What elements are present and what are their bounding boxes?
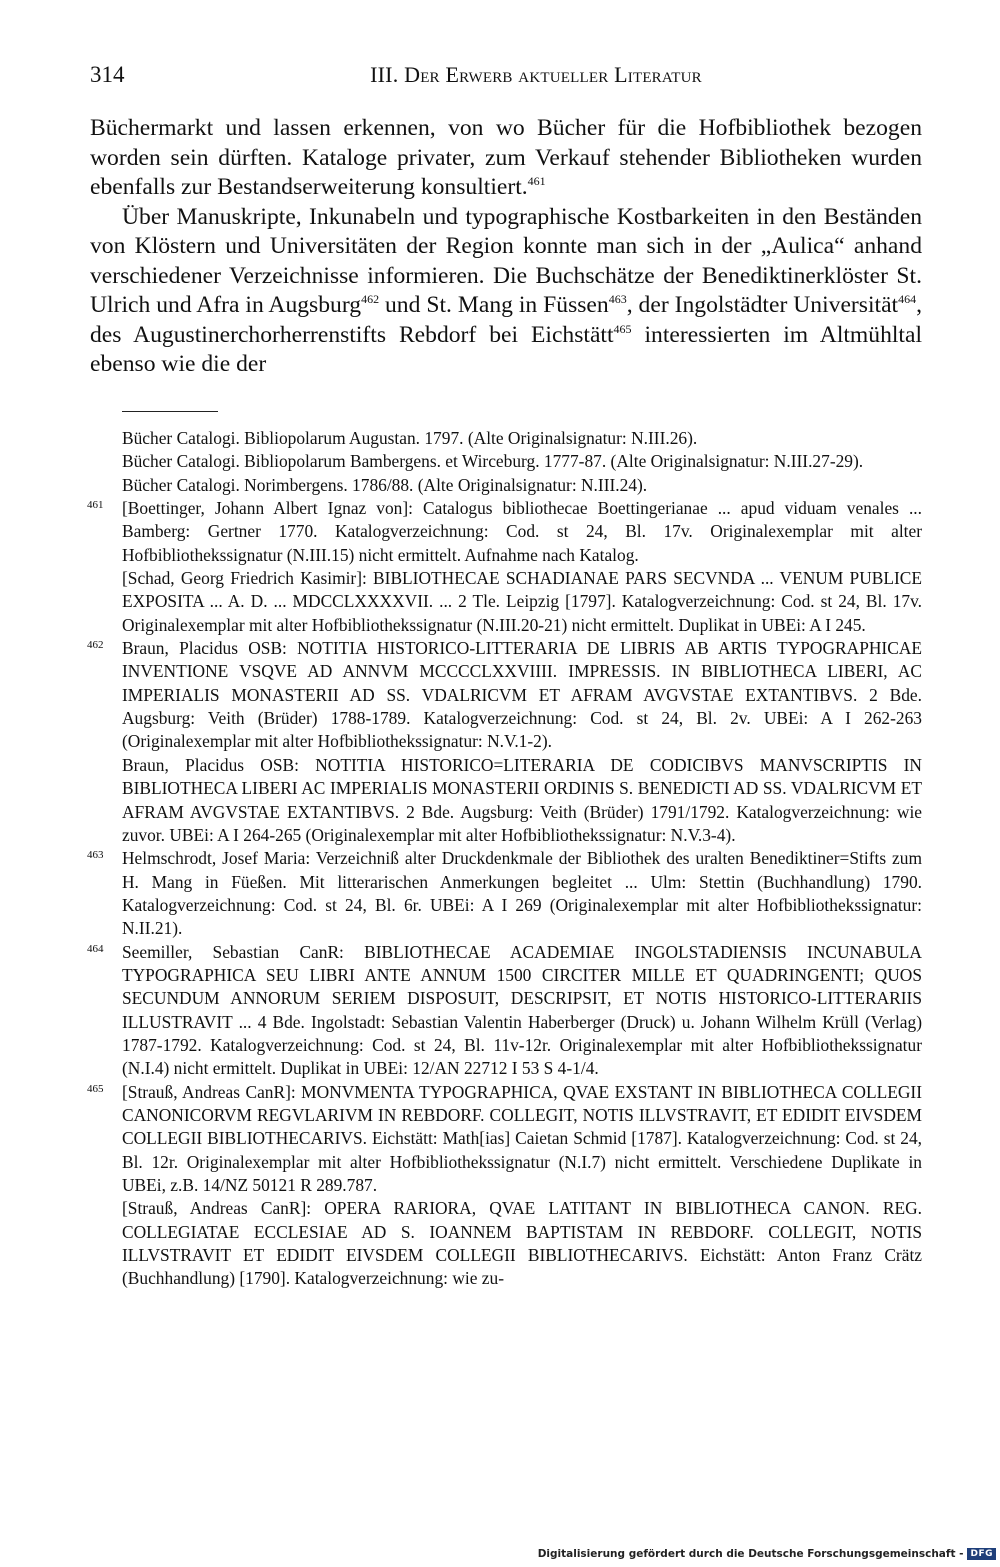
page-header [90,62,922,92]
footnote-number: 463 [87,849,104,862]
footnote-ref-463[interactable]: 463 [608,292,627,306]
footnote-number: 465 [87,1082,104,1095]
footnote-ref-465[interactable]: 465 [613,321,632,336]
footnote-462 [87,637,922,847]
footnote-number: 462 [87,639,104,652]
footnote-separator [122,411,218,412]
dfg-logo-icon: DFG [967,1548,996,1560]
footnote-461 [87,497,922,637]
footnote-number: 464 [87,942,104,955]
footnote-text: Helmschrodt, Josef Maria: Verzeichniß alter Druckdenkmale der Bibliothek des uralten Benediktiner=Stifts zum H. Mang in Füeßen. Mit litterarischen Anmerkungen begleitet ... Ulm: Stettin (Buchhandlung) 1790. Katalogverzeichnung: Cod. st 24, Bl. 6r. UBEi: A I 269 (Originalexemplar mit alter Hofbibliothekssignatur: N.II.21). [122,848,922,939]
footnote-text: Braun, Placidus OSB: NOTITIA HISTORICO=LITERARIA DE CODICIBVS MANVSCRIPTIS IN BIBLIOTHECA LIBERI AC IMPERIALIS MONASTERII ORDINIS S. BENEDICTI AD SS. VDALRICVM ET AFRAM AVGVSTAE EXTANTIBVS. 2 Bde. Augsburg: Veith (Brüder) 1791/1792. Katalogverzeichnung: wie zuvor. UBEi: A I 264-265 (Originalexemplar mit alter Hofbibliothekssignatur: N.V.3-4). [122,754,922,845]
footnote-text: [Strauß, Andreas CanR]: MONVMENTA TYPOGRAPHICA, QVAE EXSTANT IN BIBLIOTHECA COLLEGII CANONICORVM REGVLARIVM IN REBDORF. COLLEGIT, NOTIS ILLVSTRAVIT, ET EDIDIT EIVSDEM COLLEGII BIBLIOTHECARIVS. Eichstätt: Math[ias] Caietan Schmid [1787]. Katalogverzeichnung: Cod. st 24, Bl. 12r. Originalexemplar mit alter Hofbibliothekssignatur (N.I.7) nicht ermittelt. Verschiedene Duplikate in UBEi, z.B. 14/NZ 50121 R 289.787. [122,1081,922,1195]
footnote-465 [87,1081,922,1291]
footnote-ref-464[interactable]: 464 [898,292,917,306]
footnote-number: 461 [87,499,104,512]
footnote-continuation-line: Bücher Catalogi. Bibliopolarum Bambergens. et Wirceburg. 1777-87. (Alte Originalsignatur: N.III.27-29). [122,451,864,472]
footnote-text: Braun, Placidus OSB: NOTITIA HISTORICO-LITTERARIA DE LIBRIS AB ARTIS TYPOGRAPHICAE INVENTIONE VSQVE AD ANNVM MCCCCLXXVIIII. IMPRESSIS. IN BIBLIOTHECA LIBERI, AC IMPERIALIS MONASTERII AD SS. VDALRICVM ET AFRAM AVGVSTAE EXTANTIBVS. 2 Bde. Augsburg: Veith (Brüder) 1788-1789. Katalogverzeichnung: Cod. st 24, Bl. 2v. UBEi: A I 262-263 (Originalexemplar mit alter Hofbibliothekssignatur: N.V.1-2). [122,638,922,752]
paragraph-2: Über Manuskripte, Inkunabeln und typographische Kostbarkeiten in den Beständen von Klöstern und Universitäten der Region konnte man sich in der „Aulica“ anhand verschiedener Verzeichnisse informieren. Die Buchschätze der Benediktinerklöster St. Ulrich und Afra in Augsburg$^{462}$ und St. Mang in Füssen$^{463}$, der Ingolstädter Universität$^{464}$, des Augustinerchorherrenstifts Rebdorf bei Eichstätt$^{465}$ interessierten im Altmühltal ebenso wie die der [90,203,923,377]
footnote-ref-462[interactable]: 462 [361,292,380,306]
footnote-464 [87,941,922,1081]
footnote-text: [Strauß, Andreas CanR]: OPERA RARIORA, QVAE LATITANT IN BIBLIOTHECA CANON. REG. COLLEGIATAE ECCLESIAE AD S. IOANNEM BAPTISTAM IN REBDORF. COLLEGIT, NOTIS ILLVSTRAVIT ET EDIDIT EIVSDEM COLLEGII BIBLIOTHECARIVS. Eichstätt: Anton Franz Crätz (Buchhandlung) [1790]. Katalogverzeichnung: wie zu- [122,1198,922,1289]
page-number: 314 [90,62,125,87]
running-head: III. Der Erwerb aktueller Literatur [370,62,702,87]
footnote-continuation-line: Bücher Catalogi. Bibliopolarum Augustan. 1797. (Alte Originalsignatur: N.III.26). [122,428,698,448]
main-text [90,114,922,380]
footnote-continuation-line: Bücher Catalogi. Norimbergens. 1786/88. (Alte Originalsignatur: N.III.24). [122,474,648,495]
credit-text: Digitalisierung gefördert durch die Deutsche Forschungsgemeinschaft - [537,1548,964,1560]
footnote-text: Seemiller, Sebastian CanR: BIBLIOTHECAE ACADEMIAE INGOLSTADIENSIS INCUNABULA TYPOGRAPHICA SEU LIBRI ANTE ANNUM 1500 CIRCITER MILLE ET QUADRINGENTI; QUOS SECUNDUM ANNORUM SERIEM DISPOSUIT, DESCRIPSIT, ET NOTIS HISTORICO-LITTERARIIS ILLUSTRAVIT ... 4 Bde. Ingolstadt: Sebastian Valentin Haberberger (Druck) u. Johann Wilhelm Krüll (Verlag) 1787-1792. Katalogverzeichnung: Cod. st 24, Bl. 11v-12r. Originalexemplar mit alter Hofbibliothekssignatur (N.I.4) nicht ermittelt. Duplikat in UBEi: 12/AN 22712 I 53 S 4-1/4. [122,941,922,1079]
digitization-credit [538,1545,996,1563]
paragraph-1: Büchermarkt und lassen erkennen, von wo Bücher für die Hofbibliothek bezogen worden sein dürften. Kataloge privater, zum Verkauf stehender Bibliotheken wurden ebenfalls zur Bestandserweiterung konsultiert.$^{461}$ [90,115,922,200]
footnote-text: [Boettinger, Johann Albert Ignaz von]: Catalogus bibliothecae Boettingerianae ... apud viduam venales ... Bamberg: Gertner 1770. Katalogverzeichnung: Cod. st 24, Bl. 17v. Originalexemplar mit alter Hofbibliothekssignatur (N.III.15) nicht ermittelt. Aufnahme nach Katalog. [122,498,922,565]
footnote-ref-461[interactable]: 461 [527,174,546,188]
footnote-463 [87,847,922,940]
footnote-text: [Schad, Georg Friedrich Kasimir]: BIBLIOTHECAE SCHADIANAE PARS SECVNDA ... VENUM PUBLICE EXPOSITA ... A. D. ... MDCCLXXXXVII. ... 2 Tle. Leipzig [1797]. Katalogverzeichnung: Cod. st 24, Bl. 17v. Originalexemplar mit alter Hofbibliothekssignatur (N.III.20-21) nicht ermittelt. Duplikat in UBEi: A I 245. [122,568,922,635]
footnotes [87,427,922,1291]
